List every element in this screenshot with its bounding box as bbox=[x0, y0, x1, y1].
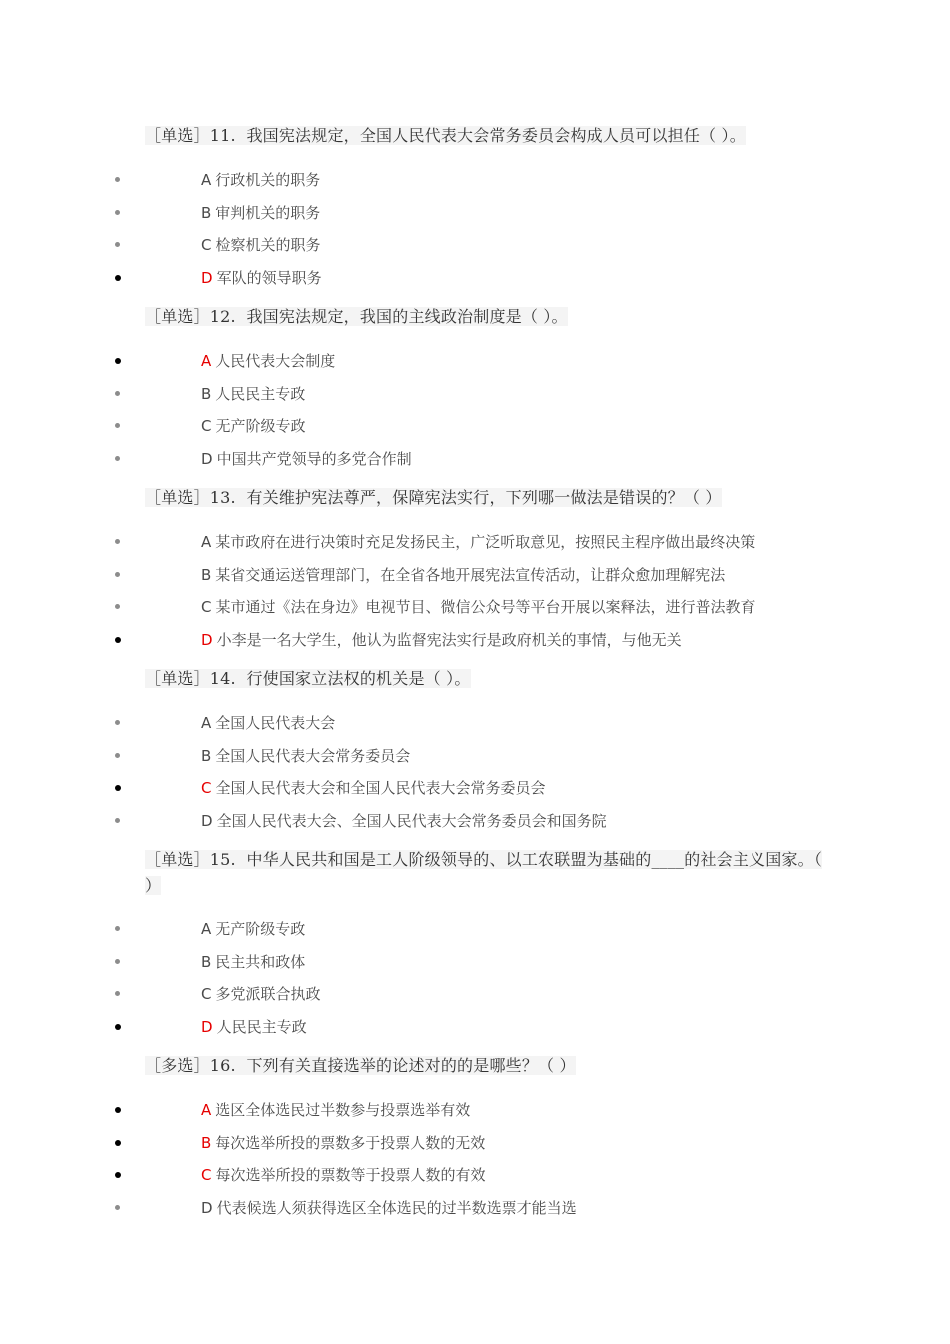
option-letter: C bbox=[201, 985, 212, 1003]
option-11-d[interactable] bbox=[0, 268, 950, 301]
option-15-b[interactable] bbox=[0, 952, 950, 985]
option-text: 选区全体选民过半数参与投票选举有效 bbox=[215, 1101, 471, 1119]
option-letter: B bbox=[201, 565, 212, 584]
option-16-b[interactable] bbox=[0, 1133, 950, 1166]
option-text: 人民民主专政 bbox=[215, 384, 306, 403]
options-list-14 bbox=[0, 713, 950, 843]
option-letter: A bbox=[201, 533, 212, 551]
options-list-13 bbox=[0, 532, 950, 662]
bullet-icon bbox=[115, 1024, 121, 1030]
question-14 bbox=[145, 666, 825, 692]
question-13 bbox=[145, 485, 825, 511]
option-letter: B bbox=[201, 746, 212, 765]
option-letter-correct: D bbox=[201, 630, 213, 649]
option-text: 无产阶级专政 bbox=[215, 417, 306, 435]
option-text: 全国人民代表大会、全国人民代表大会常务委员会和国务院 bbox=[216, 811, 607, 830]
option-13-c[interactable] bbox=[0, 597, 950, 630]
question-15 bbox=[145, 847, 825, 899]
option-text: 检察机关的职务 bbox=[215, 236, 321, 254]
bullet-icon bbox=[115, 991, 120, 996]
option-15-c[interactable] bbox=[0, 984, 950, 1017]
options-list-11 bbox=[0, 170, 950, 300]
bullet-icon bbox=[115, 539, 120, 544]
option-text: 小李是一名大学生，他认为监督宪法实行是政府机关的事情，与他无关 bbox=[216, 630, 682, 649]
bullet-icon bbox=[115, 423, 120, 428]
option-letter-correct: C bbox=[201, 1166, 212, 1184]
option-letter-correct: A bbox=[201, 352, 212, 370]
bullet-icon bbox=[115, 926, 120, 931]
question-text: ［单选］13. 有关维护宪法尊严，保障宪法实行，下列哪一做法是错误的？（ ） bbox=[145, 488, 722, 507]
bullet-icon bbox=[115, 275, 121, 281]
option-letter: D bbox=[201, 449, 213, 468]
option-letter: A bbox=[201, 714, 212, 732]
option-text: 行政机关的职务 bbox=[215, 171, 321, 189]
bullet-icon bbox=[115, 720, 120, 725]
question-text: ［单选］15. 中华人民共和国是工人阶级领导的、以工农联盟为基础的____的社会主义国家。（ ） bbox=[145, 850, 823, 895]
option-11-b[interactable] bbox=[0, 203, 950, 236]
option-text: 中国共产党领导的多党合作制 bbox=[216, 449, 412, 468]
bullet-icon bbox=[115, 1107, 121, 1113]
option-12-c[interactable] bbox=[0, 416, 950, 449]
option-15-a[interactable] bbox=[0, 919, 950, 952]
option-letter: B bbox=[201, 952, 212, 971]
option-text: 军队的领导职务 bbox=[216, 268, 322, 287]
bullet-icon bbox=[115, 637, 121, 643]
option-text: 无产阶级专政 bbox=[215, 920, 306, 938]
option-letter: B bbox=[201, 384, 212, 403]
option-text: 民主共和政体 bbox=[215, 952, 306, 971]
bullet-icon bbox=[115, 1205, 120, 1210]
question-11 bbox=[145, 123, 825, 149]
question-text: ［单选］12. 我国宪法规定，我国的主线政治制度是（ ）。 bbox=[145, 307, 568, 326]
option-letter-correct: B bbox=[201, 1133, 212, 1152]
option-12-a[interactable] bbox=[0, 351, 950, 384]
option-12-d[interactable] bbox=[0, 449, 950, 482]
bullet-icon bbox=[115, 959, 120, 964]
options-list-15 bbox=[0, 919, 950, 1049]
option-14-b[interactable] bbox=[0, 746, 950, 779]
bullet-icon bbox=[115, 604, 120, 609]
options-list-12 bbox=[0, 351, 950, 481]
option-text: 某市通过《法在身边》电视节目、微信公众号等平台开展以案释法，进行普法教育 bbox=[215, 598, 756, 616]
question-text: ［单选］14. 行使国家立法权的机关是（ ）。 bbox=[145, 669, 471, 688]
option-15-d[interactable] bbox=[0, 1017, 950, 1050]
option-letter: D bbox=[201, 1198, 213, 1217]
option-text: 人民代表大会制度 bbox=[215, 352, 336, 370]
option-16-a[interactable] bbox=[0, 1100, 950, 1133]
option-text: 某市政府在进行决策时充足发扬民主，广泛听取意见，按照民主程序做出最终决策 bbox=[215, 533, 756, 551]
question-12 bbox=[145, 304, 825, 330]
option-letter-correct: D bbox=[201, 1017, 213, 1036]
option-13-a[interactable] bbox=[0, 532, 950, 565]
option-text: 代表候选人须获得选区全体选民的过半数选票才能当选 bbox=[216, 1198, 577, 1217]
option-letter-correct: A bbox=[201, 1101, 212, 1119]
bullet-icon bbox=[115, 572, 120, 577]
option-text: 每次选举所投的票数多于投票人数的无效 bbox=[215, 1133, 486, 1152]
option-letter: C bbox=[201, 598, 212, 616]
option-letter: A bbox=[201, 920, 212, 938]
bullet-icon bbox=[115, 1140, 121, 1146]
option-text: 全国人民代表大会常务委员会 bbox=[215, 746, 411, 765]
bullet-icon bbox=[115, 177, 120, 182]
bullet-icon bbox=[115, 818, 120, 823]
option-11-a[interactable] bbox=[0, 170, 950, 203]
option-letter-correct: C bbox=[201, 779, 212, 797]
option-text: 全国人民代表大会和全国人民代表大会常务委员会 bbox=[215, 779, 546, 797]
option-letter-correct: D bbox=[201, 268, 213, 287]
bullet-icon bbox=[115, 391, 120, 396]
option-letter: C bbox=[201, 236, 212, 254]
option-12-b[interactable] bbox=[0, 384, 950, 417]
option-14-d[interactable] bbox=[0, 811, 950, 844]
option-letter: C bbox=[201, 417, 212, 435]
bullet-icon bbox=[115, 358, 121, 364]
option-14-a[interactable] bbox=[0, 713, 950, 746]
bullet-icon bbox=[115, 456, 120, 461]
option-letter: D bbox=[201, 811, 213, 830]
option-14-c[interactable] bbox=[0, 778, 950, 811]
bullet-icon bbox=[115, 753, 120, 758]
bullet-icon bbox=[115, 785, 121, 791]
option-letter: B bbox=[201, 203, 212, 222]
option-text: 每次选举所投的票数等于投票人数的有效 bbox=[215, 1166, 486, 1184]
options-list-16 bbox=[0, 1100, 950, 1230]
option-text: 多党派联合执政 bbox=[215, 985, 321, 1003]
option-text: 审判机关的职务 bbox=[215, 203, 321, 222]
option-13-d[interactable] bbox=[0, 630, 950, 663]
option-letter: A bbox=[201, 171, 212, 189]
question-text: ［单选］11. 我国宪法规定，全国人民代表大会常务委员会构成人员可以担任（ ）。 bbox=[145, 126, 746, 145]
option-text: 全国人民代表大会 bbox=[215, 714, 336, 732]
option-11-c[interactable] bbox=[0, 235, 950, 268]
option-text: 某省交通运送管理部门，在全省各地开展宪法宣传活动，让群众愈加理解宪法 bbox=[215, 565, 726, 584]
bullet-icon bbox=[115, 210, 120, 215]
option-13-b[interactable] bbox=[0, 565, 950, 598]
question-text: ［多选］16. 下列有关直接选举的论述对的的是哪些？（ ） bbox=[145, 1056, 576, 1075]
question-16 bbox=[145, 1053, 825, 1079]
option-16-c[interactable] bbox=[0, 1165, 950, 1198]
option-16-d[interactable] bbox=[0, 1198, 950, 1231]
option-text: 人民民主专政 bbox=[216, 1017, 307, 1036]
bullet-icon bbox=[115, 1172, 121, 1178]
bullet-icon bbox=[115, 242, 120, 247]
